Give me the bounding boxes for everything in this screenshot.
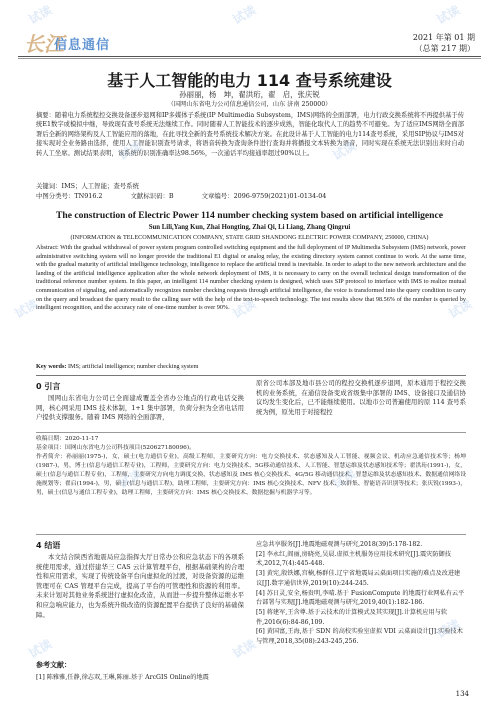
reference-1: [1] 陈雅雅,任静,徐志双,王琳,陈丽.基于 ArcGIS Online的地震 [36, 674, 209, 681]
watermark: 试读 [116, 138, 145, 163]
watermark: 试读 [434, 616, 463, 641]
english-abstract: Abstract: With the gradual withdrawal of power system program controlled switching equipment and the full deployment of IP Multimedia Subsystem (IMS) network, power administrative switching system will no longer provide the traditional E1 digital or analog relay, the existing directory system cannot continue to work. At the same time, with the gradual maturity of artificial intelligence technology, intelligence to replace the artificial trend is inevitable. In order to adapt to the new network architecture and the landing of the artificial intelligence application after the whole network deployment of IMS, it is necessary to carry on the overall technical design transformation of the traditional reference number system. In this paper, an intelligent 114 number checking system is designed, which uses SIP protocol to interface with IMS to realize mutual communication of signaling, and automatically recognizes number checking requests through artificial intelligence, the voice is transformed into the query condition to carry on the query and broadcast the query result to the calling user with the help of the text-to-speech technology. The test results show that 98.56% of the number is queried by intelligent recognition, and the accuracy rate of one-time number is over 90%. [36, 244, 466, 312]
watermark: 试读 [446, 296, 475, 321]
logo-text: 信息通信 [54, 38, 111, 53]
watermark: 试读 [330, 466, 359, 491]
chinese-authors: 孙丽丽，杨 坤，翟洪珩，翟 启，张庆锐 [179, 90, 320, 99]
header-rule-thin [18, 58, 481, 59]
intro-text: 国网山东省电力公司已全面建成覆盖全省办公地点的行政电话交换网，核心网采用 IMS 技术体制，1+1 集中部署，负荷分担为全省电话用户提供支撑服务。随着 IMS 网络的全面部署， [36, 394, 244, 422]
watermark: 试读 [330, 138, 359, 163]
reference-item: [5] 蒋建军,王含尊.基于云技术的计算模式及其实现[J].计算机应用与软件,2016(6):84-86,109. [256, 608, 448, 626]
document-code: 文献标识码：B [130, 192, 174, 200]
fund-info: 基金项目：国网山东省电力公司科技项目(520627180096)。 [36, 445, 195, 451]
watermark: 试读 [434, 2, 463, 27]
english-affiliation: (INFORMATION & TELECOMMUNICATION COMPANY, STATE GRID SHANDONG ELECTRIC POWER COMPANY, 250000, CHINA) [70, 234, 429, 241]
conclusion-heading: 4 结语 [36, 541, 61, 550]
watermark: 试读 [230, 296, 259, 321]
footnotes [36, 435, 466, 498]
english-keywords-text: IMS; artificial intelligence; number checking system [66, 363, 199, 370]
english-keywords [36, 363, 198, 370]
conclusion-text: 本文结合陕西省地震局应急指挥大厅日常办公和应急状态下的各项系统使用需求，通过搭建华三 CAS 云计算管理平台，根据基础架构的合理性和应用需求，实现了传统设备平台向虚拟化的过渡，对设备资源的运维管理可在 CAS 管理平台完成，提高了平台的可管理性和资源的利用率。未来计划对其他业务系统进行虚拟化改造，从而进一步提升整体运维水平和应急响应能力，也为系统升级改造的资源配置平台提供了良好的基础保障。 [36, 553, 244, 619]
article-number: 文章编号：2096-9759(2021)01-0134-04 [201, 192, 327, 200]
notes-divider-bottom [36, 534, 466, 535]
classification-line [36, 191, 466, 200]
logo-mark: 长江 [24, 32, 64, 56]
issue-info [413, 32, 475, 54]
issue-line-2: （总第 217 期） [414, 44, 475, 53]
chinese-affiliation: （国网山东省电力公司信息通信公司，山东 济南 250000） [167, 101, 332, 108]
reference-item: [4] 苏日灵,安全,杨贵明,李晴.基于 FusionCompute 的地震行业网私有云平台部署与实现[J].地震地磁观测与研究,2019,40(1):182-186. [256, 589, 465, 607]
clc-number: 中图分类号：TN916.2 [36, 192, 103, 200]
chinese-keywords: 关键词：IMS；人工智能；查号系统 [36, 182, 139, 190]
english-authors: Sun Lili,Yang Kun, Zhai Hongting, Zhai Qi, Li Liang, Zhang Qingrui [148, 224, 351, 231]
watermark: 试读 [230, 2, 259, 27]
abstract-divider [36, 375, 466, 376]
author-bio: 作者简介：孙丽丽(1975-)，女，硕士(电力通信专业)，高级工程师，主要研究方向：电力交换技术、状态感知及人工智能、视频会议、机动应急通信技术等；杨坤(1987-)，男，博士(信息与通信工程专业)，工程师，主要研究方向：电力交换技术、5G移动通信技术、人工智能、智慧运维及状态感知技术等；翟洪珩(1991-)，女，硕士(信息与通信工程专业)，工程师，主要研究方向电力调度交换、状态感知及 IMS 核心交换技术、4G/5G 移动通信技术、智慧运维及状态感知技术、数据通信网络设施规划等；翟启(1994-)，男，硕士(信息与通信工程)，助理工程师，主要研究方向：IMS 核心交换技术、NFV 技术、软群集、智能语音识别等技术；张庆锐(1993-)，男，硕士(信息与通信工程专业)，助理工程师，主要研究方向：IMS 核心交换技术、数据挖掘与机器学习等。 [36, 454, 466, 496]
reference-item: [3] 黄宪,殷铁娜,宫楠,杨群佳.辽宁省地震局云桌面项目实施的难点及改进建议[J].数字通信世界,2019(10):244-245. [256, 570, 461, 587]
notes-divider [36, 432, 466, 433]
reference-item: [6] 黄国富,王海,基于 SDN 的高校实验室虚拟 VDI 云桌面设计[J].实验技术与管理,2018,35(08):243-245,256. [256, 628, 463, 646]
intro-text-right: 原省公司本部及地市县公司的程控交换机逐步退网，原本通用于程控交换机的业务系统，在通信设备变成省级集中部署的 IMS、设备接口及通信协议均发生变化后，已不能继续使用。以地市公司普遍使用的原 114 查号系统为例，原先用于对接程控 [256, 379, 466, 416]
journal-logo [24, 28, 134, 54]
watermark: 试读 [26, 2, 55, 27]
header-rule [18, 56, 481, 57]
issue-line-1: 2021 年第 01 期 [412, 33, 475, 42]
page-number: 134 [455, 690, 469, 698]
chinese-title: 基于人工智能的电力 114 查号系统建设 [107, 71, 392, 90]
chinese-abstract: 摘要：随着电力系统程控交换设备逐步退网和IP多媒体子系统(IP Multimedia Subsystem，IMS)网络的全面部署，电力行政交换系统将不再提供基于传统E1数字或模拟中继，导致现有查号系统无法继续工作。同时随着人工智能技术的逐步成熟，智能化取代人工的趋势不可避免。为了适应IMS网络全面部署后全新的网络架构及人工智能应用的落地，在此寻找全新的查号系统技术解决方案。在此设计基于人工智能的电力114查号系统，采用SIP协议与IMS对接实现对全业务路由选择，使用人工智能识别查号请求，将语音转换为查询条件进行查询并将播报文本转换为语音，同时实现在系统无法识别出来时自动转人工坐席。测试结果表明，该系统的识别准确率达98.56%，一次通话平均接通率超过90%以上。 [36, 112, 464, 157]
english-title: The construction of Electric Power 114 number checking system based on artificial intelligence [55, 210, 444, 221]
watermark: 试读 [12, 296, 41, 321]
received-date: 收稿日期：2020-11-17 [36, 436, 99, 442]
watermark: 试读 [230, 636, 259, 661]
reference-item: [2] 李永红,阎丽,房晓亮,吴晨.虚拟主机服务应用技术研究[J].震灾防御技术,2012,7(4):445-448. [256, 550, 451, 568]
intro-heading: 0 引言 [36, 382, 61, 391]
references-heading: 参考文献： [36, 660, 71, 669]
watermark: 试读 [26, 636, 55, 661]
watermark: 试读 [116, 466, 145, 491]
english-keywords-label: Key words: [36, 363, 67, 370]
reference-item: 应急共享服务[J].地震地磁观测与研究,2018(39)5:178-182. [256, 541, 423, 548]
